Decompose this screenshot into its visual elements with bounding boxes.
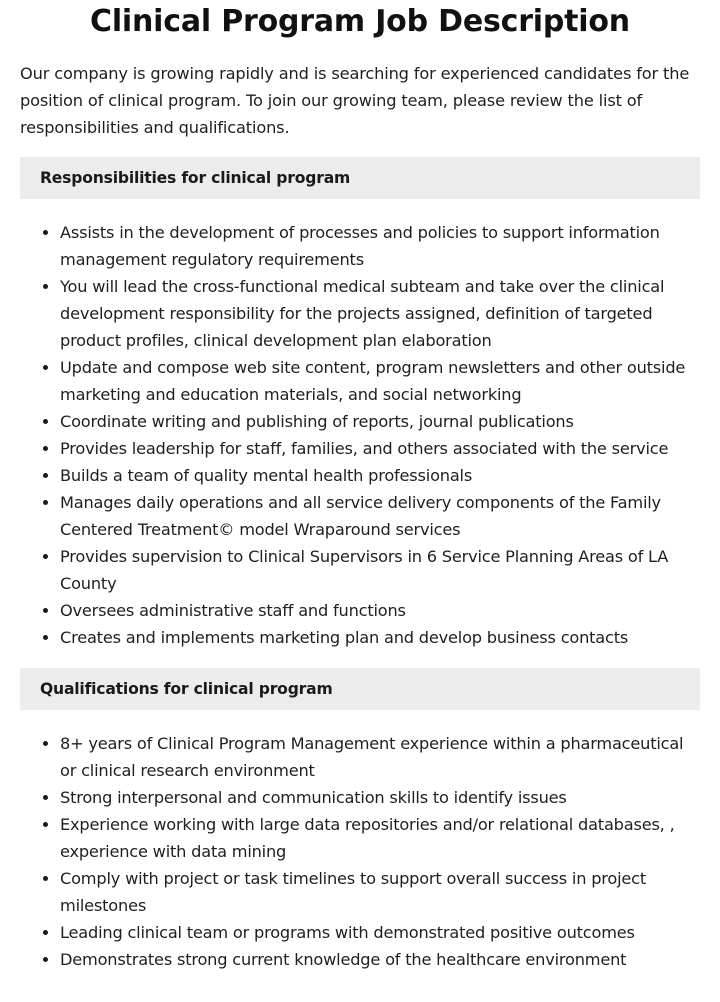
qualifications-list bbox=[20, 730, 700, 973]
page-title: Clinical Program Job Description bbox=[90, 4, 630, 39]
responsibilities-list bbox=[20, 219, 700, 651]
list-item: Coordinate writing and publishing of reports, journal publications bbox=[60, 408, 700, 435]
list-item: Oversees administrative staff and functions bbox=[60, 597, 700, 624]
list-item: Experience working with large data repositories and/or relational databases, , experience with data mining bbox=[60, 811, 700, 865]
qualifications-heading: Qualifications for clinical program bbox=[20, 668, 700, 710]
list-item: Strong interpersonal and communication skills to identify issues bbox=[60, 784, 700, 811]
list-item: Comply with project or task timelines to support overall success in project milestones bbox=[60, 865, 700, 919]
list-item: Demonstrates strong current knowledge of the healthcare environment bbox=[60, 946, 700, 973]
list-item: Creates and implements marketing plan and develop business contacts bbox=[60, 624, 700, 651]
list-item: Builds a team of quality mental health professionals bbox=[60, 462, 700, 489]
list-item: Manages daily operations and all service delivery components of the Family Centered Treatment© model Wraparound services bbox=[60, 489, 700, 543]
list-item: Provides leadership for staff, families, and others associated with the service bbox=[60, 435, 700, 462]
list-item: You will lead the cross-functional medical subteam and take over the clinical development responsibility for the projects assigned, definition of targeted product profiles, clinical development plan elaboration bbox=[60, 273, 700, 354]
intro-paragraph: Our company is growing rapidly and is searching for experienced candidates for the position of clinical program. To join our growing team, please review the list of responsibilities and qualifications. bbox=[20, 64, 690, 137]
list-item: Leading clinical team or programs with demonstrated positive outcomes bbox=[60, 919, 700, 946]
responsibilities-heading: Responsibilities for clinical program bbox=[20, 157, 700, 199]
list-item: Assists in the development of processes and policies to support information management regulatory requirements bbox=[60, 219, 700, 273]
list-item: 8+ years of Clinical Program Management experience within a pharmaceutical or clinical research environment bbox=[60, 730, 700, 784]
list-item: Update and compose web site content, program newsletters and other outside marketing and education materials, and social networking bbox=[60, 354, 700, 408]
list-item: Provides supervision to Clinical Supervisors in 6 Service Planning Areas of LA County bbox=[60, 543, 700, 597]
